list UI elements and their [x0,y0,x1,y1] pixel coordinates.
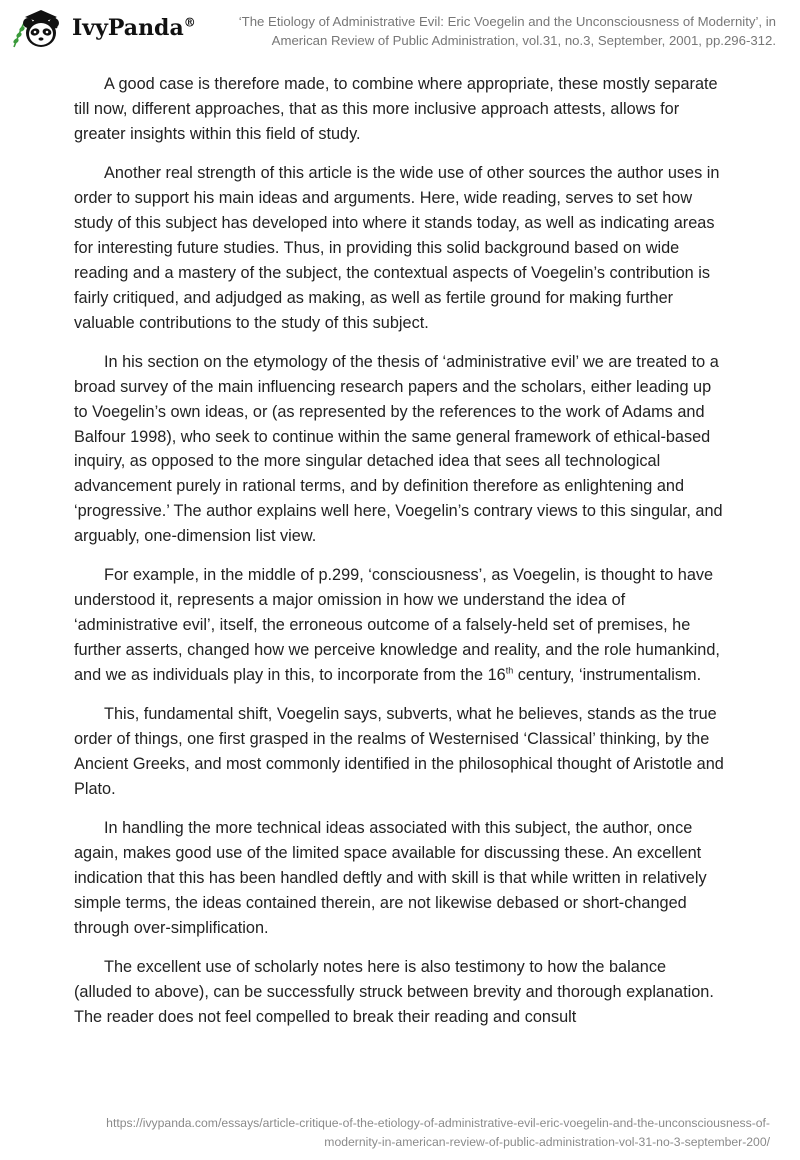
citation-line-1: ‘The Etiology of Administrative Evil: Eric Voegelin and the Unconsciousness of Modernity’, in [238,14,776,29]
paragraph-1: A good case is therefore made, to combine where appropriate, these mostly separate till now, different approaches, that as this more inclusive approach attests, allows for greater insights within this field of study. [74,75,718,143]
source-url-line-2[interactable]: modernity-in-american-review-of-public-administration-vol-31-no-3-september-200/ [324,1135,770,1149]
paragraph-2: Another real strength of this article is the wide use of other sources the author uses in order to support his main ideas and arguments. Here, wide reading, serves to set how study of this subject has developed into where it stands today, as well as indicating areas for interesting future studies. Thus, in providing this solid background based on wide reading and a mastery of the subject, the contextual aspects of Voegelin’s contribution is fairly critiqued, and adjudged as making, as well as fertile ground for making further valuable contributions to the study of this subject. [74,164,720,332]
paragraph-7: The excellent use of scholarly notes here is also testimony to how the balance (alluded to above), can be successfully struck between brevity and thorough explanation. The reader does not feel compelled to break their reading and consult [74,958,714,1027]
trademark-symbol: ® [183,15,196,30]
citation-line-2: American Review of Public Administration, vol.31, no.3, September, 2001, pp.296-312. [271,33,776,48]
ivypanda-logo[interactable] [10,7,196,51]
citation-header [236,12,776,50]
panda-graduate-icon [10,7,70,51]
paragraph-3: In his section on the etymology of the thesis of ‘administrative evil’ we are treated to a broad survey of the main influencing research papers and the scholars, either leading up to Voegelin’s own ideas, or (as represented by the references to the work of Adams and Balfour 1998), who seek to continue within the same general framework of ethical-based inquiry, as opposed to the more singular detached idea that sees all technological advancement purely in rational terms, and by definition therefore as enlightening and ‘progressive.’ The author explains well here, Voegelin’s contrary views to this singular, and arguably, one-dimension list view. [74,352,723,546]
source-url-line-1[interactable]: https://ivypanda.com/essays/article-critique-of-the-etiology-of-administrative-evil-eric-voegelin-and-the-unconsciousness-of- [106,1116,770,1130]
page-header [0,0,800,62]
logo-wordmark [72,15,196,41]
paragraph-4-text-end: century, ‘instrumentalism. [513,666,702,685]
paragraph-4-text: For example, in the middle of p.299, ‘consciousness’, as Voegelin, is thought to have understood it, represents a major omission in how we understand the idea of ‘administrative evil’, itself, the erroneous outcome of a falsely-held set of premises, he further asserts, changed how we perceive knowledge and reality, and the role humankind, and we as individuals play in this, to incorporate from the 16 [74,566,720,685]
paragraph-5: This, fundamental shift, Voegelin says, subverts, what he believes, stands as the true order of things, one first grasped in the realms of Westernised ‘Classical’ thinking, by the Ancient Greeks, and most commonly identified in the philosophical thought of Aristotle and Plato. [74,705,724,799]
logo-name: IvyPanda [72,15,184,41]
paragraph-4 [74,563,724,688]
paragraph-6: In handling the more technical ideas associated with this subject, the author, once again, makes good use of the limited space available for discussing these. An excellent indication that this has been handled deftly and with skill is that while written in relatively simple terms, the ideas contained therein, are not likewise debased or short-changed through over-simplification. [74,819,707,938]
essay-body [74,72,724,1044]
source-url-footer[interactable] [50,1114,770,1152]
ordinal-suffix: th [505,665,514,676]
